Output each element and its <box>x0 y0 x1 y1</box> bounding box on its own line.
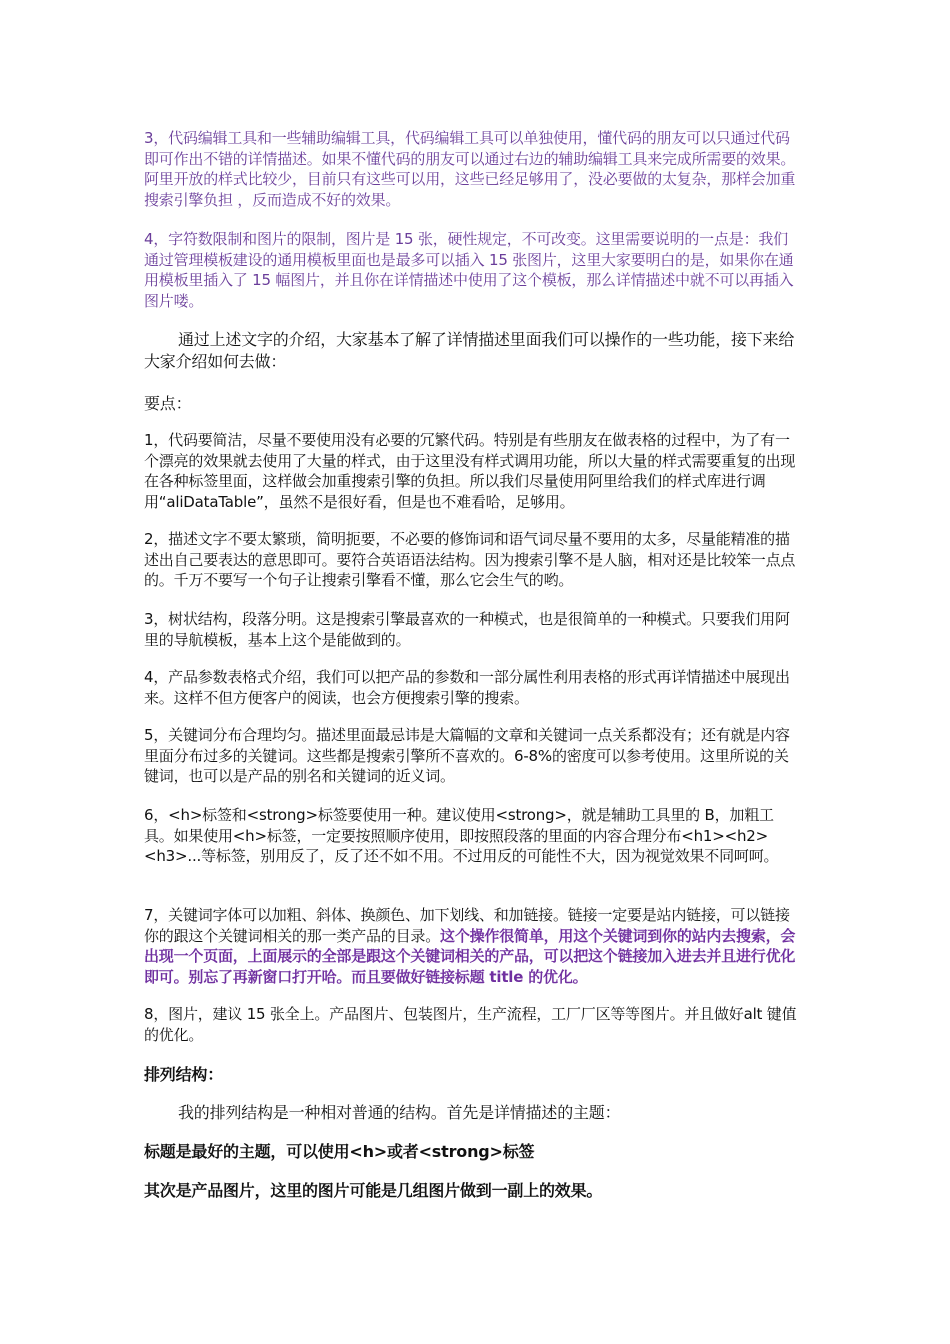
bold-line-product-images: 其次是产品图片，这里的图片可能是几组图片做到一副上的效果。 <box>144 1181 603 1200</box>
key-point-7-highlight: 这个操作很简单，用这个关键词到你的站内去搜索，会出现一个页面，上面展示的全部是跟这个关键词相关的产品，可以把这个链接加入进去并且进行优化即可。别忘了再新窗口打开哈。而且要做好链接标题 title 的优化。 <box>144 926 796 986</box>
key-point-8: 8，图片，建议 15 张全上。产品图片、包装图片，生产流程，工厂厂区等等图片。并且做好alt 键值的优化。 <box>144 1005 797 1044</box>
key-point-1: 1，代码要简洁，尽量不要使用没有必要的冗繁代码。特别是有些朋友在做表格的过程中，为了有一个漂亮的效果就去使用了大量的样式，由于这里没有样式调用功能，所以大量的样式需要重复的出现在各种标签里面，这样做会加重搜索引擎的负担。所以我们尽量使用阿里给我们的样式库进行调用“aliDataTable”，虽然不是很好看，但是也不难看哈，足够用。 <box>144 431 796 511</box>
key-point-4: 4，产品参数表格式介绍，我们可以把产品的参数和一部分属性利用表格的形式再详情描述中展现出来。这样不但方便客户的阅读，也会方便搜索引擎的搜索。 <box>144 668 790 707</box>
bold-line-title-theme: 标题是最好的主题，可以使用<h>或者<strong>标签 <box>144 1142 535 1161</box>
key-point-5: 5，关键词分布合理均匀。描述里面最忌讳是大篇幅的文章和关键词一点关系都没有；还有就是内容里面分布过多的关键词。这些都是搜索引擎所不喜欢的。6-8%的密度可以参考使用。这里所说的关键词，也可以是产品的别名和关键词的近义词。 <box>144 726 790 785</box>
key-point-6: 6，<h>标签和<strong>标签要使用一种。建议使用<strong>，就是辅助工具里的 B，加粗工具。如果使用<h>标签，一定要按照顺序使用，即按照段落的里面的内容合理分布<h1><h2><h3>...等标签，别用反了，反了还不如不用。不过用反的可能性不大，因为视觉效果不同呵呵。 <box>144 806 779 865</box>
key-point-3: 3，树状结构，段落分明。这是搜索引擎最喜欢的一种模式，也是很简单的一种模式。只要我们用阿里的导航模板，基本上这个是能做到的。 <box>144 610 790 649</box>
arrangement-intro: 我的排列结构是一种相对普通的结构。首先是详情描述的主题： <box>178 1103 621 1122</box>
paragraph-char-limit: 4，字符数限制和图片的限制，图片是 15 张，硬性规定，不可改变。这里需要说明的一点是：我们通过管理模板建设的通用模板里面也是最多可以插入 15 张图片，这里大家要明白的是，如果你在通用模板里插入了 15 幅图片，并且你在详情描述中使用了这个模板，那么详情描述中就不可以再插入图片喽。 <box>144 230 794 310</box>
key-point-7-text: 7，关键词字体可以加粗、斜体、换颜色、加下划线、和加链接。链接一定要是站内链接，可以链接你的跟这个关键词相关的那一类产品的目录。 <box>144 906 790 945</box>
arrangement-heading: 排列结构： <box>144 1065 224 1084</box>
key-point-7 <box>144 905 800 987</box>
key-points-heading: 要点： <box>144 394 192 413</box>
paragraph-code-editor: 3，代码编辑工具和一些辅助编辑工具，代码编辑工具可以单独使用，懂代码的朋友可以只通过代码即可作出不错的详情描述。如果不懂代码的朋友可以通过右边的辅助编辑工具来完成所需要的效果。阿里开放的样式比较少，目前只有这些可以用，这些已经足够用了，没必要做的太复杂，那样会加重搜索引擎负担 ，反而造成不好的效果。 <box>144 129 796 209</box>
key-point-2: 2，描述文字不要太繁琐，简明扼要，不必要的修饰词和语气词尽量不要用的太多，尽量能精准的描述出自己要表达的意思即可。要符合英语语法结构。因为搜索引擎不是人脑，相对还是比较笨一点点的。千万不要写一个句子让搜索引擎看不懂，那么它会生气的哟。 <box>144 530 796 589</box>
paragraph-intro: 通过上述文字的介绍，大家基本了解了详情描述里面我们可以操作的一些功能，接下来给大家介绍如何去做： <box>144 330 795 371</box>
